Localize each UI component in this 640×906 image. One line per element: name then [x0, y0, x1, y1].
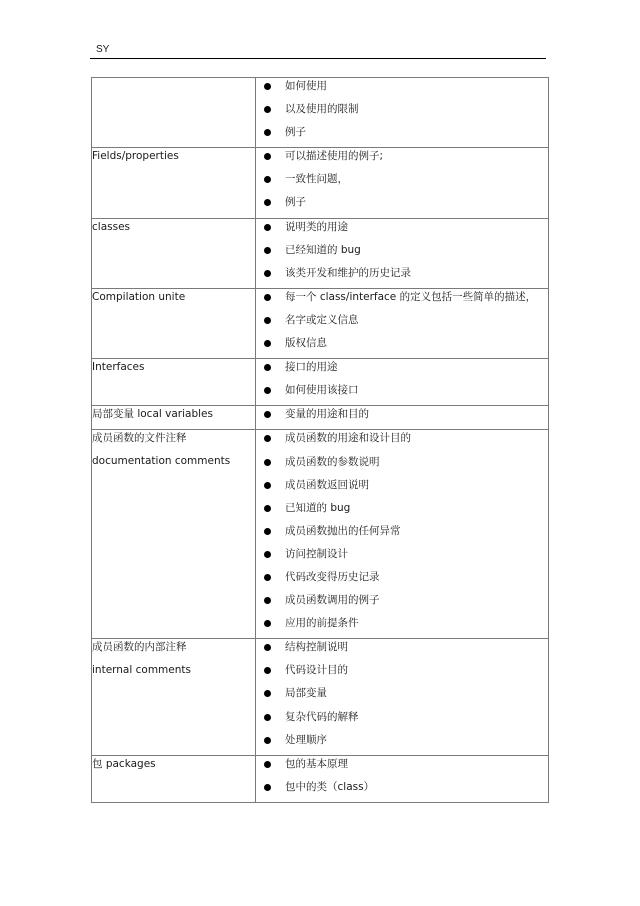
row-items-cell [256, 148, 549, 218]
list-item [256, 359, 548, 382]
row-items-cell [256, 78, 549, 148]
row-items-cell [256, 218, 549, 288]
list-item-text: 说明类的用途 [285, 220, 348, 233]
row-label-text: 局部变量 local variables [92, 408, 213, 421]
bullet-list [256, 78, 548, 147]
list-item [256, 756, 548, 779]
list-item-text: 接口的用途 [285, 361, 338, 374]
table-row [92, 78, 549, 148]
list-item-text: 一致性问题， [285, 173, 348, 186]
row-items-cell [256, 406, 549, 430]
bullet-icon [264, 247, 271, 254]
list-item [256, 523, 548, 546]
row-label-text: 成员函数的文件注释 [92, 432, 187, 445]
table-row [92, 755, 549, 802]
list-item [256, 335, 548, 358]
list-item [256, 148, 548, 171]
list-item-text: 局部变量 [285, 687, 327, 700]
row-label-text: documentation comments [92, 455, 231, 468]
list-item-text: 包的基本原理 [285, 757, 348, 770]
bullet-list [256, 406, 548, 429]
bullet-icon [264, 714, 271, 721]
bullet-icon [264, 505, 271, 512]
bullet-icon [264, 294, 271, 301]
list-item [256, 639, 548, 662]
list-item-text: 已经知道的 bug [285, 243, 361, 256]
table-row [92, 430, 549, 639]
list-item-text: 例子 [285, 196, 306, 209]
bullet-list [256, 430, 548, 638]
row-items-cell [256, 639, 549, 755]
list-item-text: 如何使用该接口 [285, 384, 359, 397]
table-row [92, 148, 549, 218]
list-item-text: 复杂代码的解释 [285, 710, 359, 723]
list-item-text: 代码改变得历史记录 [285, 570, 380, 583]
bullet-icon [264, 459, 271, 466]
list-item-text: 成员函数的参数说明 [285, 455, 380, 468]
bullet-icon [264, 620, 271, 627]
row-label-cell [92, 430, 256, 639]
list-item-text: 已知道的 bug [285, 501, 351, 514]
row-label-text: Interfaces [92, 361, 145, 374]
list-item-text: 该类开发和维护的历史记录 [285, 266, 411, 279]
list-item-text: 名字或定义信息 [285, 313, 359, 326]
bullet-icon [264, 737, 271, 744]
bullet-icon [264, 667, 271, 674]
row-items-cell [256, 755, 549, 802]
row-label-text: Compilation unite [92, 290, 186, 303]
list-item [256, 685, 548, 708]
list-item [256, 615, 548, 638]
list-item-text: 成员函数调用的例子 [285, 594, 380, 607]
row-label-cell [92, 755, 256, 802]
row-items-cell [256, 430, 549, 639]
list-item-text: 结构控制说明 [285, 641, 348, 654]
list-item [256, 265, 548, 288]
list-item-text: 成员函数的用途和设计目的 [285, 432, 411, 445]
bullet-icon [264, 176, 271, 183]
list-item [256, 500, 548, 523]
list-item [256, 662, 548, 685]
bullet-list [256, 756, 548, 802]
row-label-cell [92, 78, 256, 148]
bullet-icon [264, 482, 271, 489]
table-row [92, 288, 549, 358]
bullet-icon [264, 199, 271, 206]
row-items-cell [256, 288, 549, 358]
list-item [256, 289, 548, 312]
table-row [92, 359, 549, 406]
list-item [256, 709, 548, 732]
list-item-text: 代码设计目的 [285, 664, 348, 677]
bullet-icon [264, 153, 271, 160]
bullet-icon [264, 340, 271, 347]
row-label-text: 包 packages [92, 757, 156, 770]
row-label-text: 成员函数的内部注释 [92, 641, 187, 654]
row-label-text: internal comments [92, 664, 191, 677]
list-item [256, 194, 548, 217]
list-item-text: 例子 [285, 126, 306, 139]
list-item [256, 779, 548, 802]
table-row [92, 218, 549, 288]
header-text: SY [96, 44, 110, 55]
comment-guidelines-table [91, 77, 549, 803]
table-row [92, 639, 549, 755]
bullet-icon [264, 551, 271, 558]
bullet-icon [264, 574, 271, 581]
bullet-list [256, 639, 548, 754]
list-item-text: 成员函数抛出的任何异常 [285, 524, 401, 537]
list-item [256, 242, 548, 265]
list-item [256, 592, 548, 615]
list-item [256, 430, 548, 453]
bullet-icon [264, 690, 271, 697]
list-item-text: 变量的用途和目的 [285, 408, 369, 421]
list-item-text: 包中的类（class） [285, 780, 375, 793]
bullet-icon [264, 270, 271, 277]
bullet-icon [264, 387, 271, 394]
list-item-text: 应用的前提条件 [285, 617, 359, 630]
list-item [256, 171, 548, 194]
bullet-icon [264, 224, 271, 231]
list-item-text: 每一个 class/interface 的定义包括一些简单的描述， [285, 290, 537, 303]
row-label-cell [92, 406, 256, 430]
bullet-icon [264, 106, 271, 113]
list-item [256, 124, 548, 147]
row-label-cell [92, 639, 256, 755]
list-item [256, 382, 548, 405]
list-item-text: 如何使用 [285, 80, 327, 92]
bullet-icon [264, 528, 271, 535]
bullet-list [256, 148, 548, 217]
bullet-icon [264, 83, 271, 90]
list-item-text: 访问控制设计 [285, 547, 348, 560]
row-label-cell [92, 359, 256, 406]
bullet-icon [264, 597, 271, 604]
list-item-text: 以及使用的限制 [285, 103, 359, 116]
bullet-list [256, 289, 548, 358]
list-item-text: 成员函数返回说明 [285, 478, 369, 491]
bullet-icon [264, 364, 271, 371]
list-item [256, 732, 548, 755]
bullet-icon [264, 129, 271, 136]
bullet-icon [264, 317, 271, 324]
list-item [256, 569, 548, 592]
row-label-cell [92, 288, 256, 358]
list-item [256, 312, 548, 335]
table-row [92, 406, 549, 430]
row-label-cell [92, 148, 256, 218]
bullet-icon [264, 435, 271, 442]
row-items-cell [256, 359, 549, 406]
list-item-text: 处理顺序 [285, 733, 327, 746]
list-item-text: 可以描述使用的例子; [285, 150, 384, 163]
bullet-list [256, 219, 548, 288]
list-item [256, 78, 548, 101]
list-item [256, 101, 548, 124]
list-item [256, 406, 548, 429]
bullet-list [256, 359, 548, 405]
list-item-text: 版权信息 [285, 337, 327, 350]
bullet-icon [264, 761, 271, 768]
bullet-icon [264, 784, 271, 791]
list-item [256, 477, 548, 500]
row-label-text: classes [92, 220, 130, 233]
bullet-icon [264, 644, 271, 651]
page-header [90, 44, 546, 59]
list-item [256, 546, 548, 569]
row-label-text: Fields/properties [92, 150, 179, 163]
list-item [256, 454, 548, 477]
list-item [256, 219, 548, 242]
bullet-icon [264, 411, 271, 418]
row-label-cell [92, 218, 256, 288]
